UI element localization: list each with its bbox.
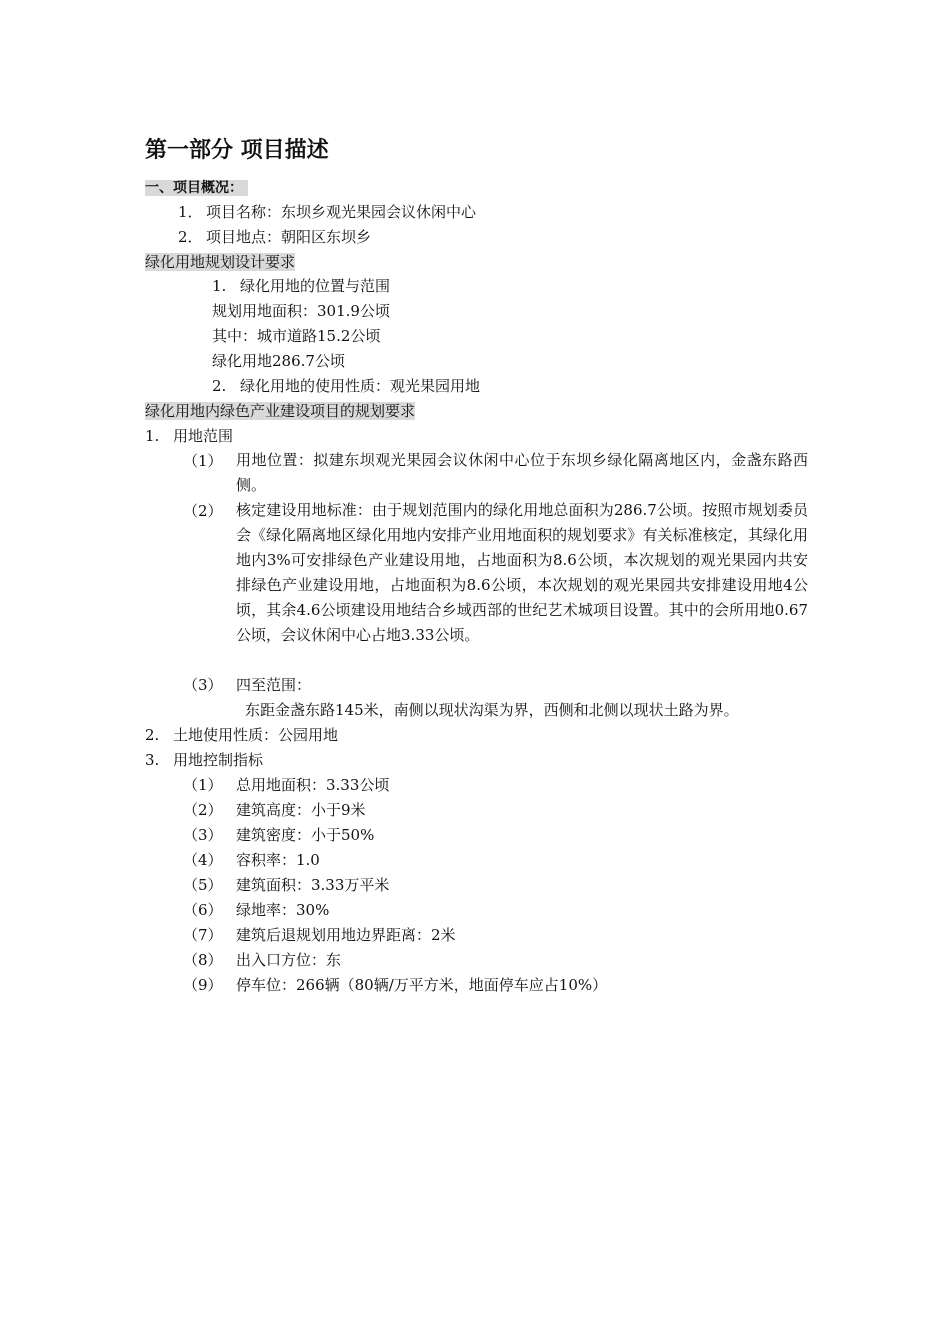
area-total: 规划用地面积：301.9公顷 <box>212 302 390 320</box>
overview-item-2-num: 2． <box>178 228 203 246</box>
s3-item-7: 建筑后退规划用地边界距离：2米 <box>236 926 456 944</box>
s3-item-9: 停车位：266辆（80辆/万平方米，地面停车应占10%） <box>236 976 608 994</box>
green-req-item-2: 绿化用地的使用性质：观光果园用地 <box>240 377 481 395</box>
s3-item-5: 建筑面积：3.33万平米 <box>236 876 390 894</box>
s3-item-2-num: （2） <box>183 801 223 819</box>
area-road: 其中：城市道路15.2公顷 <box>212 327 381 345</box>
s1-item-3-num: （3） <box>183 676 223 694</box>
industry-req-heading-text: 绿化用地内绿色产业建设项目的规划要求 <box>145 402 416 420</box>
s3-item-6: 绿地率：30% <box>236 901 330 919</box>
s3-item-7-num: （7） <box>183 926 223 944</box>
overview-heading <box>145 178 248 198</box>
section-2-title: 土地使用性质：公园用地 <box>173 726 339 744</box>
green-req-item-1-num: 1. <box>212 277 227 295</box>
overview-item-1-num: 1． <box>178 203 203 221</box>
green-req-item-2-num: 2. <box>212 377 227 395</box>
s3-item-8-num: （8） <box>183 951 223 969</box>
area-green: 绿化用地286.7公顷 <box>212 352 345 370</box>
s1-item-3: 四至范围： <box>236 676 312 694</box>
s3-item-4: 容积率：1.0 <box>236 851 320 869</box>
s1-item-1: 用地位置：拟建东坝观光果园会议休闲中心位于东坝乡绿化隔离地区内，金盏东路西侧。 <box>236 451 808 494</box>
overview-item-1: 项目名称：东坝乡观光果园会议休闲中心 <box>206 203 477 221</box>
overview-item-2: 项目地点：朝阳区东坝乡 <box>206 228 372 246</box>
s3-item-5-num: （5） <box>183 876 223 894</box>
section-3-num: 3. <box>145 751 160 769</box>
section-1-num: 1. <box>145 427 160 445</box>
s3-item-6-num: （6） <box>183 901 223 919</box>
s3-item-3-num: （3） <box>183 826 223 844</box>
s1-item-2: 核定建设用地标准：由于规划范围内的绿化用地总面积为286.7公顷。按照市规划委员会《绿化隔离地区绿化用地内安排产业用地面积的规划要求》有关标准核定，其绿化用地内3%可安排绿色产业建设用地，占地面积为8.6公顷，本次规划的观光果园内共安排绿色产业建设用地，占地面积为8.6公顷，本次规划的观光果园共安排建设用地4公顷，其余4.6公顷建设用地结合乡域西部的世纪艺术城项目设置。其中的会所用地0.67公顷，会议休闲中心占地3.33公顷。 <box>236 501 808 644</box>
green-req-item-1: 绿化用地的位置与范围 <box>240 277 391 295</box>
section-2-num: 2. <box>145 726 160 744</box>
overview-heading-text: 一、项目概况： <box>145 180 243 196</box>
s3-item-8: 出入口方位：东 <box>236 951 342 969</box>
s3-item-9-num: （9） <box>183 976 223 994</box>
s1-item-2-num: （2） <box>183 502 223 520</box>
s3-item-1-num: （1） <box>183 776 223 794</box>
green-req-heading-text: 绿化用地规划设计要求 <box>145 253 296 271</box>
s3-item-2: 建筑高度：小于9米 <box>236 801 366 819</box>
industry-req-heading <box>145 401 415 421</box>
s1-item-1-num: （1） <box>183 452 223 470</box>
section-1-title: 用地范围 <box>173 427 234 445</box>
s3-item-3: 建筑密度：小于50% <box>236 826 375 844</box>
page-title: 第一部分 项目描述 <box>145 138 329 163</box>
boundary-text: 东距金盏东路145米，南侧以现状沟渠为界，西侧和北侧以现状土路为界。 <box>245 701 739 719</box>
green-req-heading <box>145 252 295 272</box>
s3-item-1: 总用地面积：3.33公顷 <box>236 776 390 794</box>
s3-item-4-num: （4） <box>183 851 223 869</box>
section-3-title: 用地控制指标 <box>173 751 264 769</box>
